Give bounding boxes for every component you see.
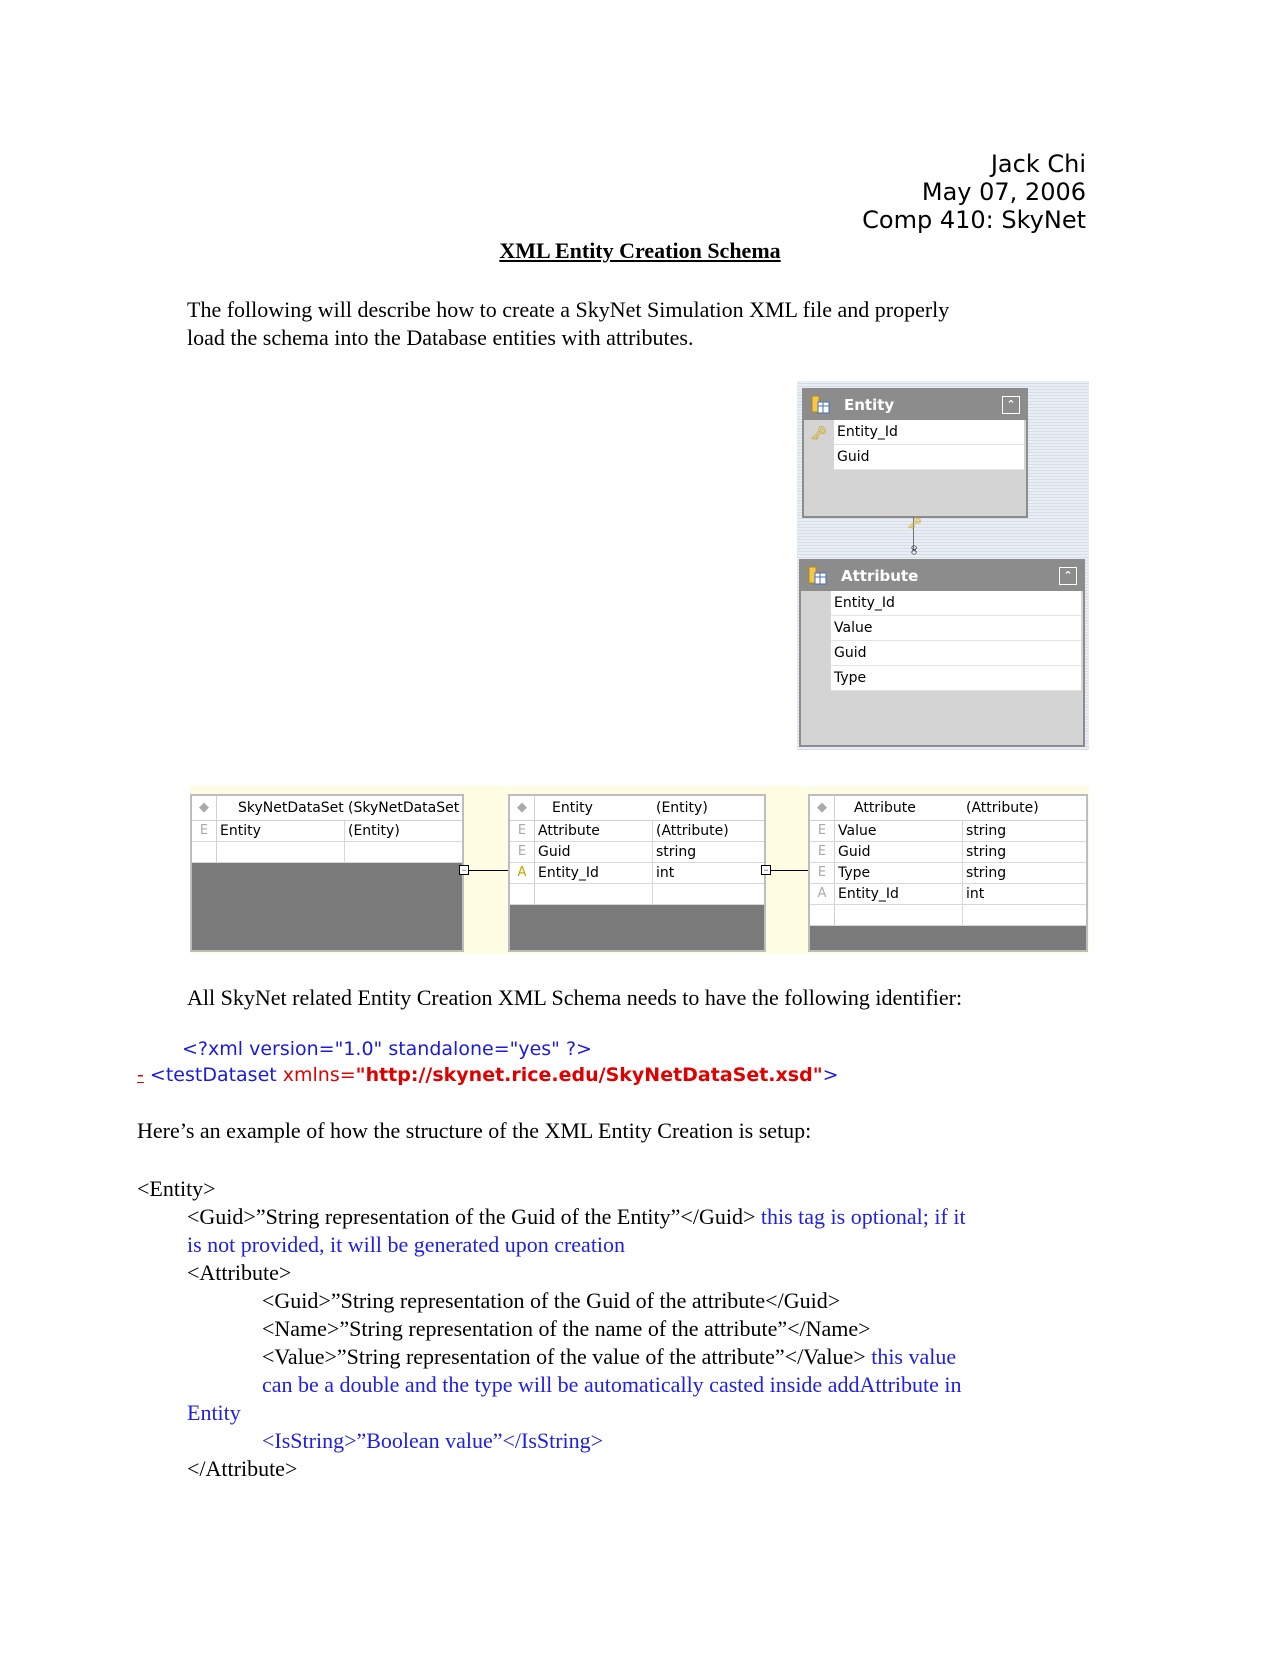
attribute-table-name: Attribute <box>841 567 919 585</box>
dataset-row <box>810 863 1086 884</box>
row-kind: E <box>810 842 835 862</box>
row-type: string <box>966 823 1007 839</box>
collapse-toggle[interactable]: - <box>137 1064 144 1086</box>
attribute-table <box>799 559 1085 747</box>
entity-row-label: Entity_Id <box>837 424 898 440</box>
dataset-row <box>510 842 764 863</box>
value-note-end: Entity <box>187 1400 241 1425</box>
intro-line-2: load the schema into the Database entities with attributes. <box>187 325 694 350</box>
diamond-icon: ◆ <box>510 796 535 820</box>
key-icon: 🗝 <box>810 426 828 442</box>
infinity-icon: ∞ <box>906 545 921 555</box>
row-name: Type <box>838 865 871 881</box>
dataset-row <box>810 884 1086 905</box>
row-type: string <box>966 865 1007 881</box>
row-type: int <box>966 886 985 902</box>
guid-note-continued: is not provided, it will be generated upon creation <box>187 1232 626 1257</box>
isstring-line: <IsString>”Boolean value”</IsString> <box>262 1428 604 1453</box>
author-name: Jack Chi <box>990 150 1086 178</box>
row-kind: E <box>810 863 835 883</box>
row-kind: E <box>810 821 835 841</box>
xml-attr-value: "http://skynet.rice.edu/SkyNetDataSet.xsd" <box>355 1064 823 1086</box>
attribute-row: Type <box>831 666 1081 691</box>
collapse-icon[interactable]: ⌃ <box>1002 396 1020 414</box>
row-type: int <box>656 865 675 881</box>
row-type: string <box>656 844 697 860</box>
connector-line <box>771 870 809 871</box>
row-name: Value <box>838 823 877 839</box>
row-kind-key: A <box>510 863 535 883</box>
entity-table-header <box>804 390 1026 420</box>
attr-name-line: <Name>”String representation of the name of the attribute”</Name> <box>262 1316 871 1341</box>
guid-note: this tag is optional; if it <box>760 1204 966 1229</box>
key-icon: 🗝 <box>907 516 923 530</box>
entity-open-tag: <Entity> <box>137 1176 216 1201</box>
dataset-line <box>137 1062 839 1088</box>
dataset-row <box>510 863 764 884</box>
guid-tag-text: <Guid>”String representation of the Guid of the Entity”</Guid> <box>187 1204 756 1229</box>
table-type: (SkyNetDataSet <box>348 800 460 816</box>
row-kind: E <box>192 821 217 841</box>
attr-guid-line: <Guid>”String representation of the Guid of the attribute</Guid> <box>262 1288 841 1313</box>
attribute-row: Value <box>831 616 1081 641</box>
dataset-diagram <box>190 786 1089 954</box>
diamond-icon: ◆ <box>192 796 217 820</box>
row-type: (Attribute) <box>656 823 729 839</box>
dataset-row-empty <box>510 884 764 905</box>
dataset-table-header <box>192 796 462 821</box>
row-type: string <box>966 844 1007 860</box>
row-name: Guid <box>838 844 871 860</box>
connector-line <box>469 870 509 871</box>
attribute-row: Guid <box>831 641 1081 666</box>
dataset-table-header <box>510 796 764 821</box>
page-title: XML Entity Creation Schema <box>499 238 781 263</box>
value-tag-text: <Value>”String representation of the value of the attribute”</Value> <box>262 1344 866 1369</box>
entity-row-entity-id <box>810 420 1024 445</box>
xml-tag-open: <testDataset <box>149 1064 277 1086</box>
diamond-icon: ◆ <box>810 796 835 820</box>
attribute-row: Entity_Id <box>831 591 1081 616</box>
row-name: Entity_Id <box>838 886 899 902</box>
intro-line-1: The following will describe how to create a SkyNet Simulation XML file and properly <box>187 297 950 322</box>
table-name: Attribute <box>854 800 916 816</box>
collapse-icon[interactable]: ⌃ <box>1059 567 1077 585</box>
value-note-continued: can be a double and the type will be automatically casted inside addAttribute in <box>262 1372 962 1397</box>
dataset-row <box>810 821 1086 842</box>
value-note: this value <box>871 1344 957 1369</box>
dataset-row-empty <box>810 905 1086 926</box>
relationship-diagram <box>797 381 1089 750</box>
table-type: (Entity) <box>656 800 708 816</box>
example-intro: Here’s an example of how the structure of the XML Entity Creation is setup: <box>137 1118 812 1143</box>
attribute-table-header <box>801 561 1083 591</box>
entity-row-guid <box>834 445 1024 470</box>
table-icon <box>807 566 827 586</box>
attr-value-line <box>262 1343 956 1371</box>
row-type: (Entity) <box>348 823 400 839</box>
identifier-text: All SkyNet related Entity Creation XML Schema needs to have the following identifier: <box>187 985 963 1010</box>
table-type: (Attribute) <box>966 800 1039 816</box>
dataset-row <box>510 821 764 842</box>
row-name: Guid <box>538 844 571 860</box>
expand-icon[interactable]: − <box>459 865 469 875</box>
xml-declaration: <?xml version="1.0" standalone="yes" ?> <box>182 1038 592 1060</box>
dataset-table-entity <box>508 794 766 952</box>
entity-table <box>802 388 1028 518</box>
expand-icon[interactable]: − <box>761 865 771 875</box>
dataset-table-attribute <box>808 794 1088 952</box>
document-date: May 07, 2006 <box>921 178 1086 206</box>
row-kind: A <box>810 884 835 904</box>
dataset-row-empty <box>192 842 462 863</box>
entity-row-label: Guid <box>837 449 870 465</box>
relationship-link <box>903 516 923 560</box>
table-name: Entity <box>552 800 593 816</box>
xml-attr-name: xmlns= <box>282 1064 356 1086</box>
attribute-close-tag: </Attribute> <box>187 1456 298 1481</box>
table-icon <box>810 395 830 415</box>
row-name: Entity <box>220 823 261 839</box>
row-kind: E <box>510 821 535 841</box>
entity-table-name: Entity <box>844 396 895 414</box>
attribute-open-tag: <Attribute> <box>187 1260 292 1285</box>
dataset-table-skynetdataset <box>190 794 464 952</box>
table-name: SkyNetDataSet <box>238 800 344 816</box>
row-kind: E <box>510 842 535 862</box>
row-name: Attribute <box>538 823 600 839</box>
guid-line <box>187 1203 966 1231</box>
xml-tag-close: > <box>822 1064 839 1086</box>
dataset-row <box>810 842 1086 863</box>
row-name: Entity_Id <box>538 865 599 881</box>
dataset-row <box>192 821 462 842</box>
course-label: Comp 410: SkyNet <box>862 206 1086 234</box>
dataset-table-header <box>810 796 1086 821</box>
